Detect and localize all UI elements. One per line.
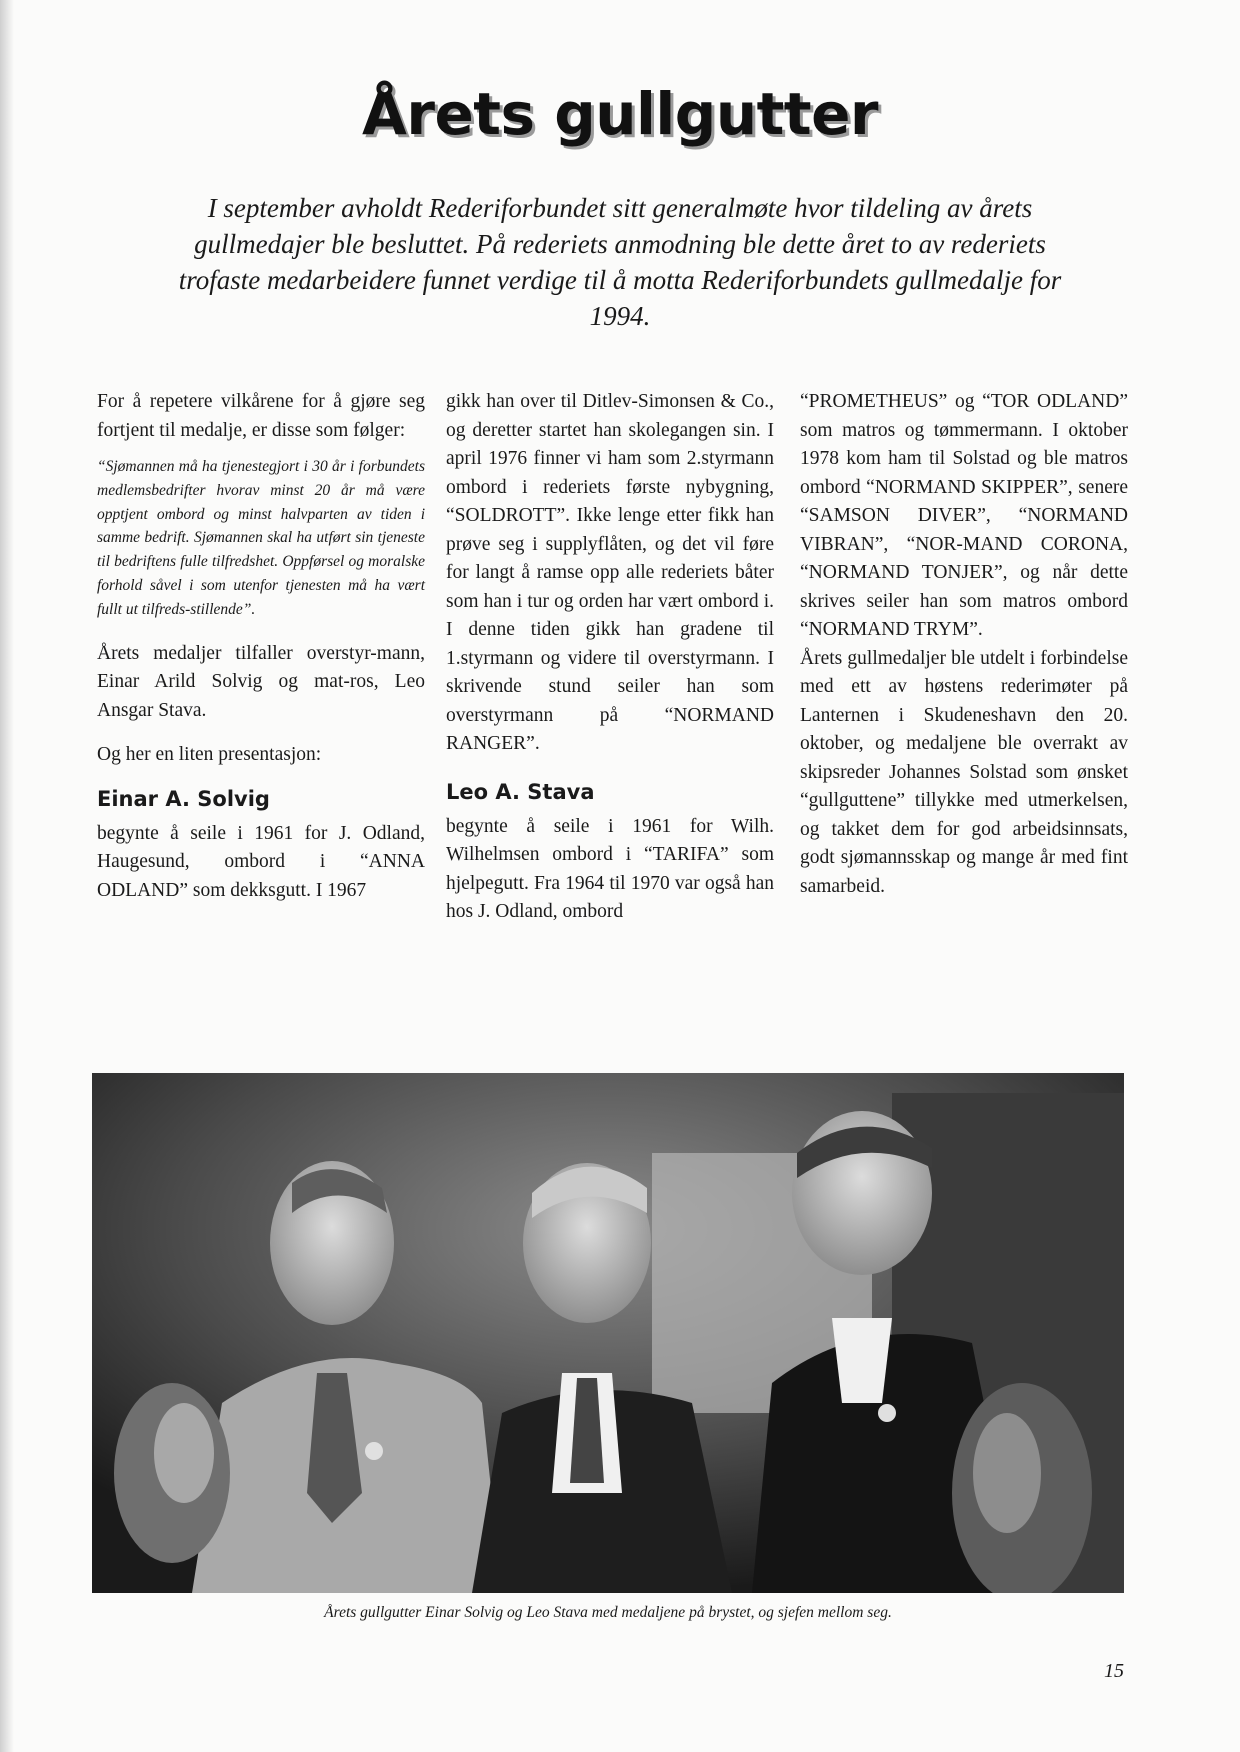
page-number: 15 xyxy=(1104,1660,1124,1682)
article-title: Årets gullgutter xyxy=(361,80,879,148)
column-1 xyxy=(97,388,425,905)
stava-paragraph-continued: “PROMETHEUS” og “TOR ODLAND” som matros og tømmermann. I oktober 1978 kom ham til Solstad og ble matros ombord “NORMAND SKIPPER”, senere “SAMSON DIVER”, “NORMAND VIBRAN”, “NOR-MAND CORONA, “NORMAND TONJER”, og når dette skrives seiler han som matros ombord “NORMAND TRYM”. xyxy=(800,391,1128,640)
ceremony-paragraph: Årets gullmedaljer ble utdelt i forbindelse med ett av høstens rederimøter på Lanternen i Skudeneshavn den 20. oktober, og medaljene ble overrakt av skipsreder Johannes Solstad som ønsket “gullguttene” tillykke med utmerkelsen, og takket dem for god arbeidsinnsats, godt sjømannsskap og mange år med fint samarbeid. xyxy=(800,647,1128,897)
solvig-paragraph: begynte å seile i 1961 for J. Odland, Haugesund, ombord i “ANNA ODLAND” som dekksgutt. I 1967 xyxy=(97,822,425,901)
stava-paragraph: begynte å seile i 1961 for Wilh. Wilhelmsen ombord i “TARIFA” som hjelpegutt. Fra 1964 til 1970 var også han hos J. Odland, ombord xyxy=(446,815,774,922)
photo-caption: Årets gullgutter Einar Solvig og Leo Stava med medaljene på brystet, og sjefen mellom seg. xyxy=(324,1604,892,1621)
column-3 xyxy=(800,388,1128,901)
group-photo xyxy=(92,1073,1124,1593)
medal-criteria-quote: “Sjømannen må ha tjenestegjort i 30 år i forbundets medlemsbedrifter hvorav minst 20 år må være opptjent ombord og minst halvparten av tiden i samme bedrift. Sjømannen skal ha utført sin tjeneste til bedriftens fulle tilfredshet. Oppførsel og moralske forhold såvel i som utenfor tjenesten må ha vært fullt ut tilfreds-stillende”. xyxy=(97,458,425,618)
intro-paragraph: For å repetere vilkårene for å gjøre seg fortjent til medalje, er disse som følger: xyxy=(97,391,425,441)
heading-stava: Leo A. Stava xyxy=(446,779,595,804)
article-lead: I september avholdt Rederiforbundet sitt generalmøte hvor tildeling av årets gullmedajer ble besluttet. På rederiets anmodning ble dette året to av rederiets trofaste medarbeidere funnet verdige til å motta Rederiforbundets gullmedalje for 1994. xyxy=(178,193,1062,331)
solvig-paragraph-continued: gikk han over til Ditlev-Simonsen & Co., og deretter startet han skolegangen sin. I april 1976 finner vi ham som 2.styrmann ombord i rederiets første nybygning, “SOLDROTT”. Ikke lenge etter fikk han prøve seg i supplyflåten, og det vil føre for langt å ramse opp alle rederiets båter som han i tur og orden har vært ombord i. I denne tiden gikk han gradene til 1.styrmann og videre til overstyrmann. I skrivende stund seiler han som overstyrmann på “NORMAND RANGER”. xyxy=(446,391,774,754)
recipients-paragraph: Årets medaljer tilfaller overstyr-mann, Einar Arild Solvig og mat-ros, Leo Ansgar Stava. xyxy=(97,642,425,721)
column-2 xyxy=(446,388,774,927)
presentation-line: Og her en liten presentasjon: xyxy=(97,744,322,766)
photo-illustration xyxy=(92,1073,1124,1593)
page-edge-shadow xyxy=(0,0,14,1752)
heading-solvig: Einar A. Solvig xyxy=(97,786,270,811)
